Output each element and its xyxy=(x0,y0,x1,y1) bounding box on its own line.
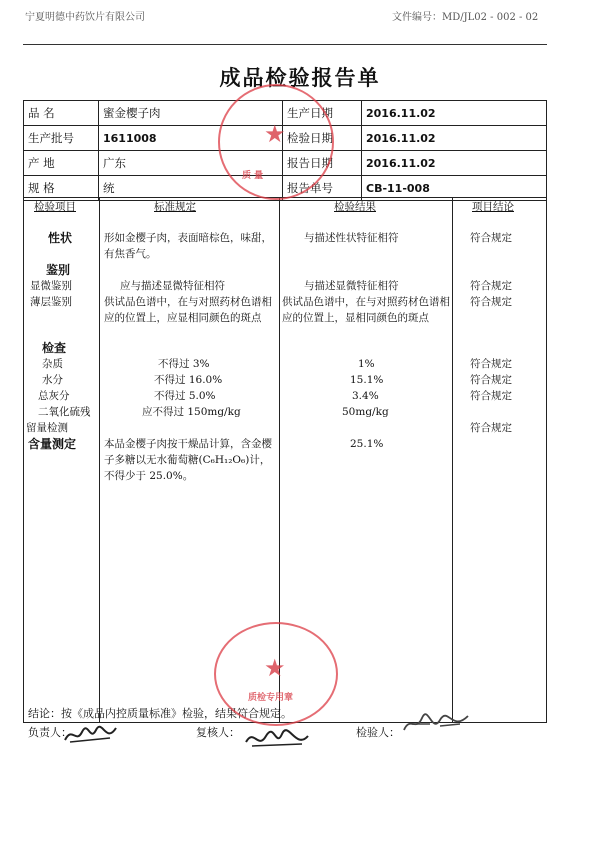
conclusion-text: 结论：按《成品内控质量标准》检验，结果符合规定。 xyxy=(28,707,292,720)
row-so2-result: 50mg/kg xyxy=(342,406,389,418)
prod-date-value: 2016.11.02 xyxy=(362,101,547,126)
row-ash-standard: 不得过 5.0% xyxy=(154,390,216,402)
col-header-item: 检验项目 xyxy=(34,201,76,213)
row-so2-item: 二氧化硫残 xyxy=(38,406,91,418)
row-ash-conclusion: 符合规定 xyxy=(470,390,512,402)
row-character-result: 与描述性状特征相符 xyxy=(304,232,399,244)
inspector-signature-icon xyxy=(400,710,472,738)
prod-date-label: 生产日期 xyxy=(283,101,362,126)
star-icon: ★ xyxy=(264,120,286,148)
row-ash-item: 总灰分 xyxy=(38,390,70,402)
manager-label: 负责人： xyxy=(28,726,72,739)
row-moisture-conclusion: 符合规定 xyxy=(470,374,512,386)
row-impurity-conclusion: 符合规定 xyxy=(470,358,512,370)
col-header-standard: 标准规定 xyxy=(154,201,196,213)
product-value: 蜜金樱子肉 xyxy=(99,101,283,126)
row-micro-standard: 应与描述显微特征相符 xyxy=(120,280,225,292)
spec-value: 统 xyxy=(99,176,283,201)
row-micro-result: 与描述显微特征相符 xyxy=(304,280,399,292)
row-character-standard: 形如金樱子肉，表面暗棕色，味甜，有焦香气。 xyxy=(104,232,272,260)
seal-bottom-text: 质 量 xyxy=(242,171,264,181)
reviewer-label: 复核人： xyxy=(196,726,240,739)
star-icon: ★ xyxy=(264,654,286,682)
column-divider xyxy=(452,198,453,722)
row-moisture-result: 15.1% xyxy=(350,374,384,386)
col-header-result: 检验结果 xyxy=(334,201,376,213)
row-moisture-standard: 不得过 16.0% xyxy=(154,374,223,386)
row-impurity-result: 1% xyxy=(358,358,375,370)
row-tlc-item: 薄层鉴别 xyxy=(30,296,72,308)
seal-bottom-text: 质检专用章 xyxy=(248,693,294,703)
row-so2-item-cont: 留量检测 xyxy=(26,422,68,434)
row-character-conclusion: 符合规定 xyxy=(470,232,512,244)
row-micro-item: 显微鉴别 xyxy=(30,280,72,292)
inspector-label: 检验人： xyxy=(356,726,400,739)
row-assay-result: 25.1% xyxy=(350,438,384,450)
inspection-seal-icon xyxy=(214,622,338,726)
row-character-item: 性状 xyxy=(48,231,73,245)
report-date-value: 2016.11.02 xyxy=(362,151,547,176)
reviewer-signature-icon xyxy=(242,726,314,752)
header-rule xyxy=(23,44,547,45)
col-header-conclusion: 项目结论 xyxy=(472,201,514,213)
origin-label: 产 地 xyxy=(24,151,99,176)
row-impurity-item: 杂质 xyxy=(42,358,63,370)
product-label: 品 名 xyxy=(24,101,99,126)
row-micro-conclusion: 符合规定 xyxy=(470,280,512,292)
test-date-value: 2016.11.02 xyxy=(362,126,547,151)
batch-label: 生产批号 xyxy=(24,126,99,151)
test-date-label: 检验日期 xyxy=(283,126,362,151)
batch-value: 1611008 xyxy=(99,126,283,151)
row-so2-conclusion: 符合规定 xyxy=(470,422,512,434)
row-identification-item: 鉴别 xyxy=(46,263,71,277)
row-tlc-standard: 供试品色谱中，在与对照药材色谱相应的位置上，应显相同颜色的斑点 xyxy=(104,296,272,324)
page-title: 成品检验报告单 xyxy=(219,65,381,90)
row-impurity-standard: 不得过 3% xyxy=(158,358,210,370)
row-so2-standard: 应不得过 150mg/kg xyxy=(142,406,241,418)
quality-seal-icon xyxy=(218,84,334,200)
origin-value: 广东 xyxy=(99,151,283,176)
row-moisture-item: 水分 xyxy=(42,374,63,386)
row-tlc-result: 供试品色谱中，在与对照药材色谱相应的位置上，显相同颜色的斑点 xyxy=(282,296,450,324)
company-header: 宁夏明德中药饮片有限公司 xyxy=(25,12,145,23)
row-ash-result: 3.4% xyxy=(352,390,379,402)
report-no-label: 报告单号 xyxy=(283,176,362,201)
row-assay-item: 含量测定 xyxy=(28,437,77,451)
row-check-item: 检查 xyxy=(42,341,67,355)
spec-label: 规 格 xyxy=(24,176,99,201)
manager-signature-icon xyxy=(62,722,120,748)
column-divider xyxy=(99,198,100,722)
report-date-label: 报告日期 xyxy=(283,151,362,176)
row-tlc-conclusion: 符合规定 xyxy=(470,296,512,308)
row-assay-standard: 本品金樱子肉按干燥品计算，含金樱子多糖以无水葡萄糖(C₆H₁₂O₆)计，不得少于 25.0%。 xyxy=(104,438,272,482)
report-no-value: CB-11-008 xyxy=(362,176,547,201)
document-number: 文件编号：MD/JL02 - 002 - 02 xyxy=(392,12,539,23)
